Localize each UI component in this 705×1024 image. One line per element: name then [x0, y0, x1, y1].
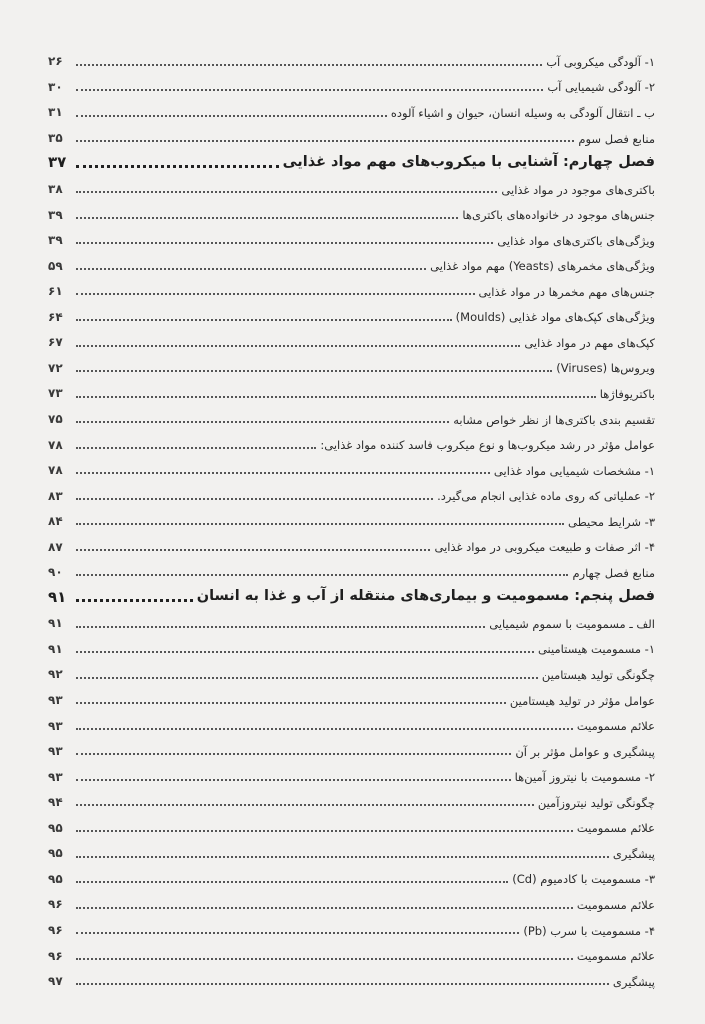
- dot-leader: [76, 421, 449, 423]
- toc-entry: [48, 940, 655, 966]
- toc-entry: [48, 812, 655, 838]
- toc-entry: [48, 46, 655, 72]
- toc-entry-title: پیشگیری: [612, 846, 655, 861]
- toc-page-number: ۹۰: [48, 565, 63, 580]
- dot-leader: [76, 447, 316, 449]
- toc-entry: [48, 531, 655, 557]
- toc-page-number: ۹۳: [48, 769, 63, 784]
- toc-entry-title: فصل پنجم: مسمومیت و بیماری‌های منتقله از آب و غذا به انسان: [196, 588, 655, 605]
- toc-page-number: ۶۱: [48, 284, 63, 299]
- dot-leader: [76, 753, 511, 755]
- toc-page-number: ۸۴: [48, 514, 63, 529]
- toc-entry: [48, 225, 655, 251]
- toc-page-number: ۷۸: [48, 463, 63, 478]
- toc-entry: [48, 659, 655, 685]
- dot-leader: [76, 599, 193, 602]
- toc-page-number: ۳۹: [48, 233, 63, 248]
- dot-leader: [76, 958, 573, 960]
- toc-entry: [48, 864, 655, 890]
- toc-entry: [48, 301, 655, 327]
- toc-entry-title: ۳- مسمومیت با کادمیوم (Cd): [512, 872, 655, 887]
- dot-leader: [76, 370, 552, 372]
- toc-page-number: ۹۵: [48, 846, 63, 861]
- toc-page-number: ۳۱: [48, 105, 63, 120]
- dot-leader: [76, 115, 387, 117]
- toc-entry-title: جنس‌های مهم مخمرها در مواد غذایی: [478, 284, 655, 299]
- toc-entry-title: علائم مسمومیت: [576, 821, 655, 836]
- dot-leader: [76, 396, 596, 398]
- toc-entry: [48, 378, 655, 404]
- toc-entry: [48, 608, 655, 634]
- toc-entry-title: پیشگیری: [612, 974, 655, 989]
- toc-entry: [48, 327, 655, 353]
- toc-entry-title: ویژگی‌های مخمرهای (Yeasts) مهم مواد غذایی: [430, 259, 655, 274]
- dot-leader: [76, 702, 506, 704]
- dot-leader: [76, 881, 508, 883]
- toc-page-number: ۶۷: [48, 335, 63, 350]
- toc-page-number: ۹۷: [48, 974, 63, 989]
- toc-entry-title: علائم مسمومیت: [576, 897, 655, 912]
- toc-entry-title: علائم مسمومیت: [576, 949, 655, 964]
- toc-entry: [48, 838, 655, 864]
- toc-entry-title: کپک‌های مهم در مواد غذایی: [524, 335, 655, 350]
- toc-entry: [48, 480, 655, 506]
- toc-page-number: ۸۳: [48, 488, 63, 503]
- table-of-contents: [48, 46, 655, 991]
- toc-entry-title: الف ـ مسمومیت با سموم شیمیایی: [489, 616, 655, 631]
- toc-page-number: ۷۵: [48, 412, 63, 427]
- toc-entry: [48, 557, 655, 583]
- dot-leader: [76, 983, 609, 985]
- dot-leader: [76, 779, 511, 781]
- dot-leader: [76, 217, 458, 219]
- dot-leader: [76, 523, 564, 525]
- toc-entry: [48, 174, 655, 200]
- toc-entry-title: ۱- مسمومیت هیستامینی: [537, 642, 655, 657]
- toc-page-number: ۹۳: [48, 744, 63, 759]
- toc-page-number: ۶۴: [48, 309, 63, 324]
- dot-leader: [76, 830, 573, 832]
- toc-entry-title: منابع فصل سوم: [578, 131, 655, 146]
- toc-entry: [48, 123, 655, 149]
- toc-entry: [48, 915, 655, 941]
- toc-entry: [48, 97, 655, 123]
- toc-page-number: ۷۲: [48, 360, 63, 375]
- toc-page-number: ۹۱: [48, 641, 63, 656]
- dot-leader: [76, 932, 519, 934]
- toc-chapter-heading: [48, 582, 655, 608]
- toc-page-number: ۳۵: [48, 131, 63, 145]
- toc-entry-title: ۳- شرایط محیطی: [567, 514, 655, 529]
- toc-entry-title: ۱- مشخصات شیمیایی مواد غذایی: [493, 463, 655, 478]
- toc-entry-title: پیشگیری و عوامل مؤثر بر آن: [515, 744, 655, 759]
- dot-leader: [76, 89, 543, 91]
- toc-page-number: ۳۸: [48, 182, 63, 197]
- dot-leader: [76, 293, 475, 295]
- toc-entry-title: ۲- آلودگی شیمیایی آب: [547, 80, 655, 95]
- toc-entry-title: ب ـ انتقال آلودگی به وسیله انسان، حیوان و اشیاء آلوده: [390, 106, 655, 120]
- toc-entry-title: باکتریوفاژها: [599, 387, 655, 402]
- toc-page-number: ۵۹: [48, 258, 63, 273]
- toc-entry-title: چگونگی تولید نیتروزآمین: [537, 795, 655, 810]
- toc-entry: [48, 889, 655, 915]
- toc-entry-title: تقسیم بندی باکتری‌ها از نظر خواص مشابه: [453, 412, 655, 427]
- toc-entry-title: ۲- عملیاتی که روی ماده غذایی انجام می‌گیرد.: [437, 489, 655, 504]
- toc-entry: [48, 404, 655, 430]
- toc-entry: [48, 736, 655, 762]
- toc-entry: [48, 250, 655, 276]
- toc-entry-title: ویژگی‌های کپک‌های مواد غذایی (Moulds): [455, 310, 655, 325]
- toc-page-number: ۷۳: [48, 386, 63, 401]
- toc-entry-title: چگونگی تولید هیستامین: [541, 668, 655, 683]
- toc-page-number: ۹۶: [48, 922, 63, 937]
- toc-entry: [48, 199, 655, 225]
- dot-leader: [76, 319, 452, 321]
- toc-entry-title: عوامل مؤثر در تولید هیستامین: [509, 693, 655, 708]
- toc-page-number: ۹۶: [48, 897, 63, 912]
- dot-leader: [76, 242, 493, 244]
- toc-entry-title: منابع فصل چهارم: [572, 565, 655, 580]
- toc-entry: [48, 634, 655, 660]
- toc-entry: [48, 429, 655, 455]
- toc-entry-title: ۴- اثر صفات و طبیعت میکروبی در مواد غذایی: [434, 540, 655, 555]
- toc-page-number: ۹۵: [48, 871, 63, 886]
- toc-entry-title: جنس‌های موجود در خانواده‌های باکتری‌ها: [462, 208, 655, 223]
- dot-leader: [76, 651, 534, 653]
- toc-page-number: ۳۹: [48, 207, 63, 222]
- toc-page-number: ۹۳: [48, 718, 63, 733]
- toc-entry: [48, 276, 655, 302]
- dot-leader: [76, 728, 573, 730]
- toc-entry-title: ۲- مسمومیت با نیتروز آمین‌ها: [514, 770, 655, 785]
- toc-entry-title: ویژگی‌های باکتری‌های مواد غذایی: [497, 233, 655, 248]
- dot-leader: [76, 626, 485, 628]
- toc-page-number: ۳۷: [48, 153, 67, 172]
- toc-page-number: ۹۱: [48, 616, 63, 631]
- dot-leader: [76, 549, 430, 551]
- toc-page-number: ۹۱: [48, 587, 67, 606]
- toc-entry-title: ۱- آلودگی میکروبی آب: [546, 54, 655, 69]
- dot-leader: [76, 165, 279, 168]
- dot-leader: [76, 345, 520, 347]
- dot-leader: [76, 574, 568, 576]
- toc-page-number: ۹۶: [48, 948, 63, 963]
- toc-chapter-heading: [48, 148, 655, 174]
- dot-leader: [76, 498, 433, 500]
- dot-leader: [76, 907, 573, 909]
- dot-leader: [76, 856, 609, 858]
- toc-entry: [48, 685, 655, 711]
- toc-entry: [48, 455, 655, 481]
- toc-entry: [48, 787, 655, 813]
- toc-page-number: ۲۶: [48, 54, 63, 69]
- dot-leader: [76, 140, 574, 142]
- toc-entry: [48, 710, 655, 736]
- toc-entry: [48, 72, 655, 98]
- dot-leader: [76, 677, 538, 679]
- toc-entry-title: فصل چهارم: آشنایی با میکروب‌های مهم مواد غذایی: [282, 153, 655, 170]
- dot-leader: [76, 64, 542, 66]
- dot-leader: [76, 472, 490, 474]
- toc-page-number: ۹۴: [48, 795, 63, 810]
- toc-entry-title: عوامل مؤثر در رشد میکروب‌ها و نوع میکروب فاسد کننده مواد غذایی:: [320, 438, 655, 453]
- dot-leader: [76, 191, 497, 193]
- toc-entry-title: ویروس‌ها (Viruses): [556, 361, 655, 376]
- toc-entry: [48, 353, 655, 379]
- dot-leader: [76, 268, 426, 270]
- toc-entry: [48, 966, 655, 992]
- toc-entry: [48, 506, 655, 532]
- toc-page-number: ۹۲: [48, 667, 63, 682]
- toc-page-number: ۸۷: [48, 539, 63, 554]
- toc-page-number: ۹۳: [48, 693, 63, 708]
- toc-page-number: ۳۰: [48, 79, 63, 94]
- toc-entry-title: ۴- مسمومیت با سرب (Pb): [523, 923, 655, 938]
- toc-page-number: ۷۸: [48, 437, 63, 452]
- toc-entry-title: علائم مسمومیت: [576, 719, 655, 734]
- toc-page-number: ۹۵: [48, 820, 63, 835]
- toc-entry-title: باکتری‌های موجود در مواد غذایی: [501, 182, 655, 197]
- toc-entry: [48, 761, 655, 787]
- dot-leader: [76, 804, 534, 806]
